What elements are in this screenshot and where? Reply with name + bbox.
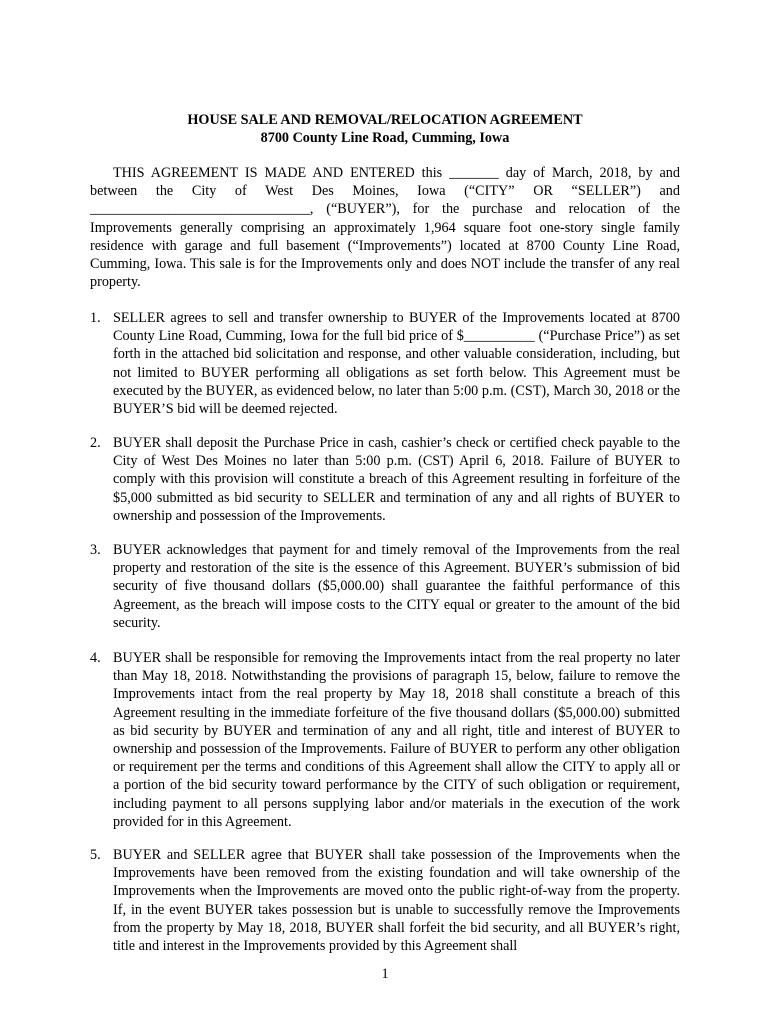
clause-1 [90,309,680,418]
clause-3 [90,541,680,632]
clause-2 [90,434,680,525]
page-number: 1 [381,966,389,982]
clause-text: BUYER shall be responsible for removing the Improvements intact from the real property no later than May 18, 2018. Notwithstanding the provisions of paragraph 15, below, failure to remove the Improvements intact from the real property by May 18, 2018 shall constitute a breach of this Agreement resulting in the immediate forfeiture of the five thousand dollars ($5,000.00) submitted as bid security by BUYER and termination of any and all right, title and interest of BUYER to ownership and possession of the Improvements. Failure of BUYER to perform any other obligation or requirement per the terms and conditions of this Agreement shall allow the CITY to apply all or a portion of the bid security toward performance by the CITY of such obligation or requirement, including payment to all persons supplying labor and/or materials in the execution of the work provided for in this Agreement. [113,650,680,830]
clause-number: 5. [90,847,101,863]
clause-5 [90,846,680,955]
document-title: HOUSE SALE AND REMOVAL/RELOCATION AGREEMENT [187,112,583,128]
clause-text: BUYER acknowledges that payment for and timely removal of the Improvements from the real property and restoration of the site is the essence of this Agreement. BUYER’s submission of bid security of five thousand dollars ($5,000.00) shall guarantee the faithful performance of this Agreement, as the breach will impose costs to the CITY equal or greater to the amount of the bid security. [113,542,680,631]
clause-text: SELLER agrees to sell and transfer ownership to BUYER of the Improvements located at 8700 County Line Road, Cumming, Iowa for the full bid price of $__________ (“Purchase Price”) as set forth in the attached bid solicitation and response, and other valuable consideration, including, but not limited to BUYER performing all obligations as set forth below. This Agreement must be executed by the BUYER, as evidenced below, no later than 5:00 p.m. (CST), March 30, 2018 or the BUYER’S bid will be deemed rejected. [113,310,680,418]
clause-text: BUYER and SELLER agree that BUYER shall take possession of the Improvements when the Improvements have been removed from the existing foundation and will take ownership of the Improvements when the Improvements are moved onto the public right-of-way from the property. If, in the event BUYER takes possession but is unable to successfully remove the Improvements from the property by May 18, 2018, BUYER shall forfeit the bid security, and all BUYER’s right, title and interest in the Improvements provided by this Agreement shall [113,847,680,955]
clause-number: 1. [90,310,101,326]
intro-paragraph: THIS AGREEMENT IS MADE AND ENTERED this _______ day of March, 2018, by and between the City of West Des Moines, Iowa (“CITY” OR “SELLER”) and _______________________________, (“BUYER”), for the purchase and relocation of the Improvements generally comprising an approximately 1,964 square foot one-story single family residence with garage and full basement (“Improvements”) located at 8700 County Line Road, Cumming, Iowa. This sale is for the Improvements only and does NOT include the transfer of any real property. [90,165,680,291]
clause-number: 4. [90,650,101,666]
clause-4 [90,649,680,831]
clause-number: 2. [90,435,101,451]
document-subtitle: 8700 County Line Road, Cumming, Iowa [260,130,510,146]
clause-number: 3. [90,542,101,558]
clause-text: BUYER shall deposit the Purchase Price in cash, cashier’s check or certified check payable to the City of West Des Moines no later than 5:00 p.m. (CST) April 6, 2018. Failure of BUYER to comply with this provision will constitute a breach of this Agreement resulting in forfeiture of the $5,000 submitted as bid security to SELLER and termination of any and all rights of BUYER to ownership and possession of the Improvements. [113,435,680,524]
